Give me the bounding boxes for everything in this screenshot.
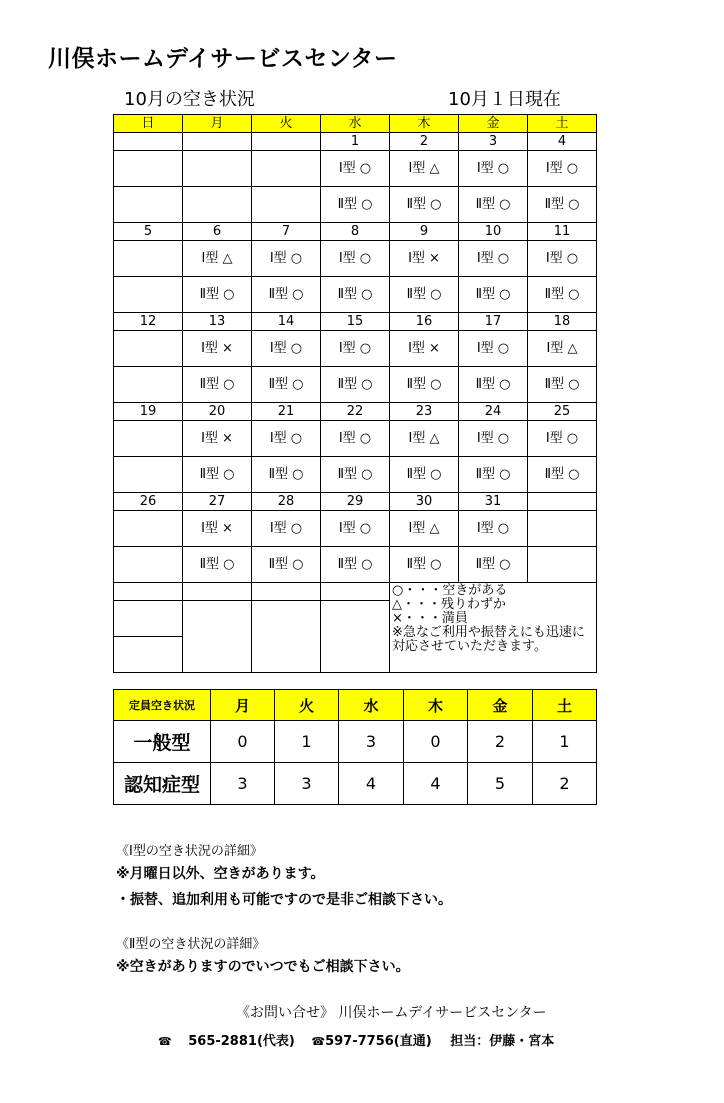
type2-status bbox=[114, 277, 183, 313]
type1-row bbox=[114, 511, 597, 547]
status-legend bbox=[390, 583, 597, 673]
summary-day: 金 bbox=[468, 690, 533, 721]
day-number: 9 bbox=[390, 223, 459, 241]
type2-status: Ⅱ型 ○ bbox=[183, 277, 252, 313]
type2-status: Ⅱ型 ○ bbox=[321, 457, 390, 493]
day-number: 20 bbox=[183, 403, 252, 421]
weekday-header: 土 bbox=[528, 115, 597, 133]
type2-status: Ⅱ型 ○ bbox=[321, 187, 390, 223]
day-number: 1 bbox=[321, 133, 390, 151]
type1-status: Ⅰ型 ○ bbox=[528, 151, 597, 187]
day-number: 15 bbox=[321, 313, 390, 331]
day-number: 3 bbox=[459, 133, 528, 151]
day-number: 14 bbox=[252, 313, 321, 331]
empty-cell bbox=[183, 601, 252, 673]
type2-status: Ⅱ型 ○ bbox=[183, 367, 252, 403]
type2-status: Ⅱ型 ○ bbox=[459, 547, 528, 583]
summary-value: 2 bbox=[468, 721, 533, 763]
day-number: 13 bbox=[183, 313, 252, 331]
day-number: 11 bbox=[528, 223, 597, 241]
type2-status: Ⅱ型 ○ bbox=[252, 547, 321, 583]
type2-status: Ⅱ型 ○ bbox=[459, 277, 528, 313]
empty-cell bbox=[252, 601, 321, 673]
summary-day: 火 bbox=[275, 690, 339, 721]
weekday-header: 日 bbox=[114, 115, 183, 133]
type1-status: Ⅰ型 ○ bbox=[252, 511, 321, 547]
type2-row bbox=[114, 547, 597, 583]
day-number: 16 bbox=[390, 313, 459, 331]
day-number: 18 bbox=[528, 313, 597, 331]
day-number: 30 bbox=[390, 493, 459, 511]
type1-status: Ⅰ型 × bbox=[183, 421, 252, 457]
type2-status: Ⅱ型 ○ bbox=[528, 457, 597, 493]
type1-status: Ⅰ型 △ bbox=[390, 511, 459, 547]
day-number: 31 bbox=[459, 493, 528, 511]
availability-calendar bbox=[113, 114, 597, 673]
summary-value: 3 bbox=[275, 763, 339, 805]
type2-status: Ⅱ型 ○ bbox=[252, 277, 321, 313]
type1-status bbox=[114, 151, 183, 187]
type1-status bbox=[183, 151, 252, 187]
summary-value: 1 bbox=[275, 721, 339, 763]
month-subtitle: 10月の空き状況 bbox=[124, 89, 255, 110]
type2-detail-line: ※空きがありますのでいつでもご相談下さい。 bbox=[116, 959, 410, 975]
type2-status: Ⅱ型 ○ bbox=[321, 367, 390, 403]
type2-status bbox=[183, 187, 252, 223]
capacity-summary-table bbox=[113, 689, 597, 805]
day-number: 5 bbox=[114, 223, 183, 241]
type1-status: Ⅰ型 ○ bbox=[321, 241, 390, 277]
legend-item: ×・・・満員 bbox=[392, 611, 468, 626]
type1-status: Ⅰ型 △ bbox=[390, 151, 459, 187]
type2-status: Ⅱ型 ○ bbox=[390, 187, 459, 223]
type2-status: Ⅱ型 ○ bbox=[390, 367, 459, 403]
type1-status bbox=[114, 241, 183, 277]
summary-value: 1 bbox=[533, 721, 597, 763]
staff-contact: 担当：伊藤・宮本 bbox=[450, 1034, 555, 1049]
empty-week-row bbox=[114, 583, 597, 601]
type2-status bbox=[114, 367, 183, 403]
type2-status bbox=[114, 457, 183, 493]
weekday-header: 水 bbox=[321, 115, 390, 133]
day-number: 4 bbox=[528, 133, 597, 151]
type1-status: Ⅰ型 △ bbox=[183, 241, 252, 277]
legend-item: △・・・残りわずか bbox=[392, 597, 506, 612]
day-number bbox=[528, 493, 597, 511]
weekday-header-row bbox=[114, 115, 597, 133]
day-number: 29 bbox=[321, 493, 390, 511]
weekday-header: 火 bbox=[252, 115, 321, 133]
type1-status: Ⅰ型 ○ bbox=[459, 511, 528, 547]
day-number: 12 bbox=[114, 313, 183, 331]
type1-status: Ⅰ型 × bbox=[390, 331, 459, 367]
summary-row-label: 認知症型 bbox=[114, 763, 211, 805]
week-date-row bbox=[114, 223, 597, 241]
day-number bbox=[114, 133, 183, 151]
type2-row bbox=[114, 187, 597, 223]
summary-header-label: 定員空き状況 bbox=[114, 690, 211, 721]
type1-row bbox=[114, 241, 597, 277]
type1-status: Ⅰ型 ○ bbox=[528, 241, 597, 277]
type2-status: Ⅱ型 ○ bbox=[183, 457, 252, 493]
type2-row bbox=[114, 457, 597, 493]
day-number: 7 bbox=[252, 223, 321, 241]
type2-status: Ⅱ型 ○ bbox=[390, 457, 459, 493]
as-of-date: 10月１日現在 bbox=[448, 89, 561, 110]
weekday-header: 月 bbox=[183, 115, 252, 133]
summary-value: 2 bbox=[533, 763, 597, 805]
summary-row-dementia bbox=[114, 763, 597, 805]
type2-status: Ⅱ型 ○ bbox=[321, 547, 390, 583]
type2-status bbox=[252, 187, 321, 223]
day-number: 27 bbox=[183, 493, 252, 511]
type1-detail-heading: 《Ⅰ型の空き状況の詳細》 bbox=[116, 844, 263, 859]
day-number bbox=[252, 133, 321, 151]
type1-status: Ⅰ型 ○ bbox=[459, 241, 528, 277]
empty-cell bbox=[321, 601, 390, 673]
summary-value: 0 bbox=[211, 721, 275, 763]
type1-status: Ⅰ型 ○ bbox=[459, 421, 528, 457]
summary-row-general bbox=[114, 721, 597, 763]
type2-status: Ⅱ型 ○ bbox=[390, 547, 459, 583]
type1-status: Ⅰ型 ○ bbox=[528, 421, 597, 457]
day-number bbox=[183, 133, 252, 151]
day-number: 23 bbox=[390, 403, 459, 421]
type2-status bbox=[528, 547, 597, 583]
page-title: 川俣ホームデイサービスセンター bbox=[48, 46, 398, 72]
type1-status: Ⅰ型 × bbox=[183, 511, 252, 547]
empty-cell bbox=[183, 583, 252, 601]
type1-status: Ⅰ型 ○ bbox=[321, 421, 390, 457]
type1-status: Ⅰ型 ○ bbox=[321, 331, 390, 367]
summary-day: 土 bbox=[533, 690, 597, 721]
day-number: 28 bbox=[252, 493, 321, 511]
type2-status: Ⅱ型 ○ bbox=[459, 457, 528, 493]
type1-status: Ⅰ型 ○ bbox=[252, 241, 321, 277]
summary-value: 5 bbox=[468, 763, 533, 805]
type1-status: Ⅰ型 △ bbox=[528, 331, 597, 367]
type2-status: Ⅱ型 ○ bbox=[459, 187, 528, 223]
type1-status: Ⅰ型 ○ bbox=[321, 511, 390, 547]
type2-status: Ⅱ型 ○ bbox=[459, 367, 528, 403]
day-number: 2 bbox=[390, 133, 459, 151]
weekday-header: 金 bbox=[459, 115, 528, 133]
type1-status: Ⅰ型 × bbox=[183, 331, 252, 367]
type1-status bbox=[114, 331, 183, 367]
day-number: 8 bbox=[321, 223, 390, 241]
day-number: 10 bbox=[459, 223, 528, 241]
type1-status bbox=[252, 151, 321, 187]
week-date-row bbox=[114, 403, 597, 421]
summary-value: 3 bbox=[339, 721, 404, 763]
type2-status: Ⅱ型 ○ bbox=[252, 457, 321, 493]
phone-direct: 597-7756(直通) bbox=[325, 1034, 432, 1049]
summary-value: 3 bbox=[211, 763, 275, 805]
type1-row bbox=[114, 151, 597, 187]
summary-row-label: 一般型 bbox=[114, 721, 211, 763]
type2-status bbox=[114, 187, 183, 223]
empty-cell bbox=[114, 637, 183, 673]
summary-day: 水 bbox=[339, 690, 404, 721]
day-number: 24 bbox=[459, 403, 528, 421]
type1-status bbox=[114, 421, 183, 457]
day-number: 26 bbox=[114, 493, 183, 511]
empty-cell bbox=[114, 601, 183, 637]
type1-status: Ⅰ型 ○ bbox=[459, 151, 528, 187]
day-number: 6 bbox=[183, 223, 252, 241]
legend-item: ※急なご利用や振替えにも迅速に対応させていただきます。 bbox=[392, 625, 585, 654]
type1-status: Ⅰ型 △ bbox=[390, 421, 459, 457]
day-number: 25 bbox=[528, 403, 597, 421]
type2-row bbox=[114, 277, 597, 313]
type2-status: Ⅱ型 ○ bbox=[528, 367, 597, 403]
week-date-row bbox=[114, 133, 597, 151]
summary-day: 木 bbox=[404, 690, 468, 721]
type1-detail-line: ※月曜日以外、空きがあります。 bbox=[116, 866, 325, 882]
telephone-icon: ☎ bbox=[158, 1035, 172, 1048]
type1-status: Ⅰ型 ○ bbox=[252, 331, 321, 367]
type1-status: Ⅰ型 × bbox=[390, 241, 459, 277]
summary-value: 4 bbox=[339, 763, 404, 805]
week-date-row bbox=[114, 493, 597, 511]
type1-detail-line: ・振替、追加利用も可能ですので是非ご相談下さい。 bbox=[116, 892, 452, 908]
phone-main: 565-2881(代表) bbox=[188, 1034, 295, 1049]
telephone-icon: ☎ bbox=[311, 1035, 326, 1048]
type1-status: Ⅰ型 ○ bbox=[252, 421, 321, 457]
type1-status: Ⅰ型 ○ bbox=[321, 151, 390, 187]
type2-status: Ⅱ型 ○ bbox=[183, 547, 252, 583]
empty-cell bbox=[252, 583, 321, 601]
empty-cell bbox=[321, 583, 390, 601]
day-number: 22 bbox=[321, 403, 390, 421]
summary-value: 4 bbox=[404, 763, 468, 805]
summary-day: 月 bbox=[211, 690, 275, 721]
type2-status: Ⅱ型 ○ bbox=[528, 277, 597, 313]
type1-status: Ⅰ型 ○ bbox=[459, 331, 528, 367]
day-number: 19 bbox=[114, 403, 183, 421]
weekday-header: 木 bbox=[390, 115, 459, 133]
type1-row bbox=[114, 331, 597, 367]
type2-detail-heading: 《Ⅱ型の空き状況の詳細》 bbox=[116, 937, 266, 952]
type2-status: Ⅱ型 ○ bbox=[528, 187, 597, 223]
day-number: 21 bbox=[252, 403, 321, 421]
type2-status: Ⅱ型 ○ bbox=[252, 367, 321, 403]
type1-status bbox=[528, 511, 597, 547]
type2-status: Ⅱ型 ○ bbox=[390, 277, 459, 313]
type2-row bbox=[114, 367, 597, 403]
legend-item: ○・・・空きがある bbox=[392, 583, 508, 598]
phone-info bbox=[158, 1030, 554, 1049]
contact-line: 《お問い合せ》 川俣ホームデイサービスセンター bbox=[236, 1005, 547, 1021]
summary-header-row bbox=[114, 690, 597, 721]
week-date-row bbox=[114, 313, 597, 331]
type1-row bbox=[114, 421, 597, 457]
day-number: 17 bbox=[459, 313, 528, 331]
type2-status: Ⅱ型 ○ bbox=[321, 277, 390, 313]
type2-status bbox=[114, 547, 183, 583]
summary-value: 0 bbox=[404, 721, 468, 763]
empty-cell bbox=[114, 583, 183, 601]
type1-status bbox=[114, 511, 183, 547]
